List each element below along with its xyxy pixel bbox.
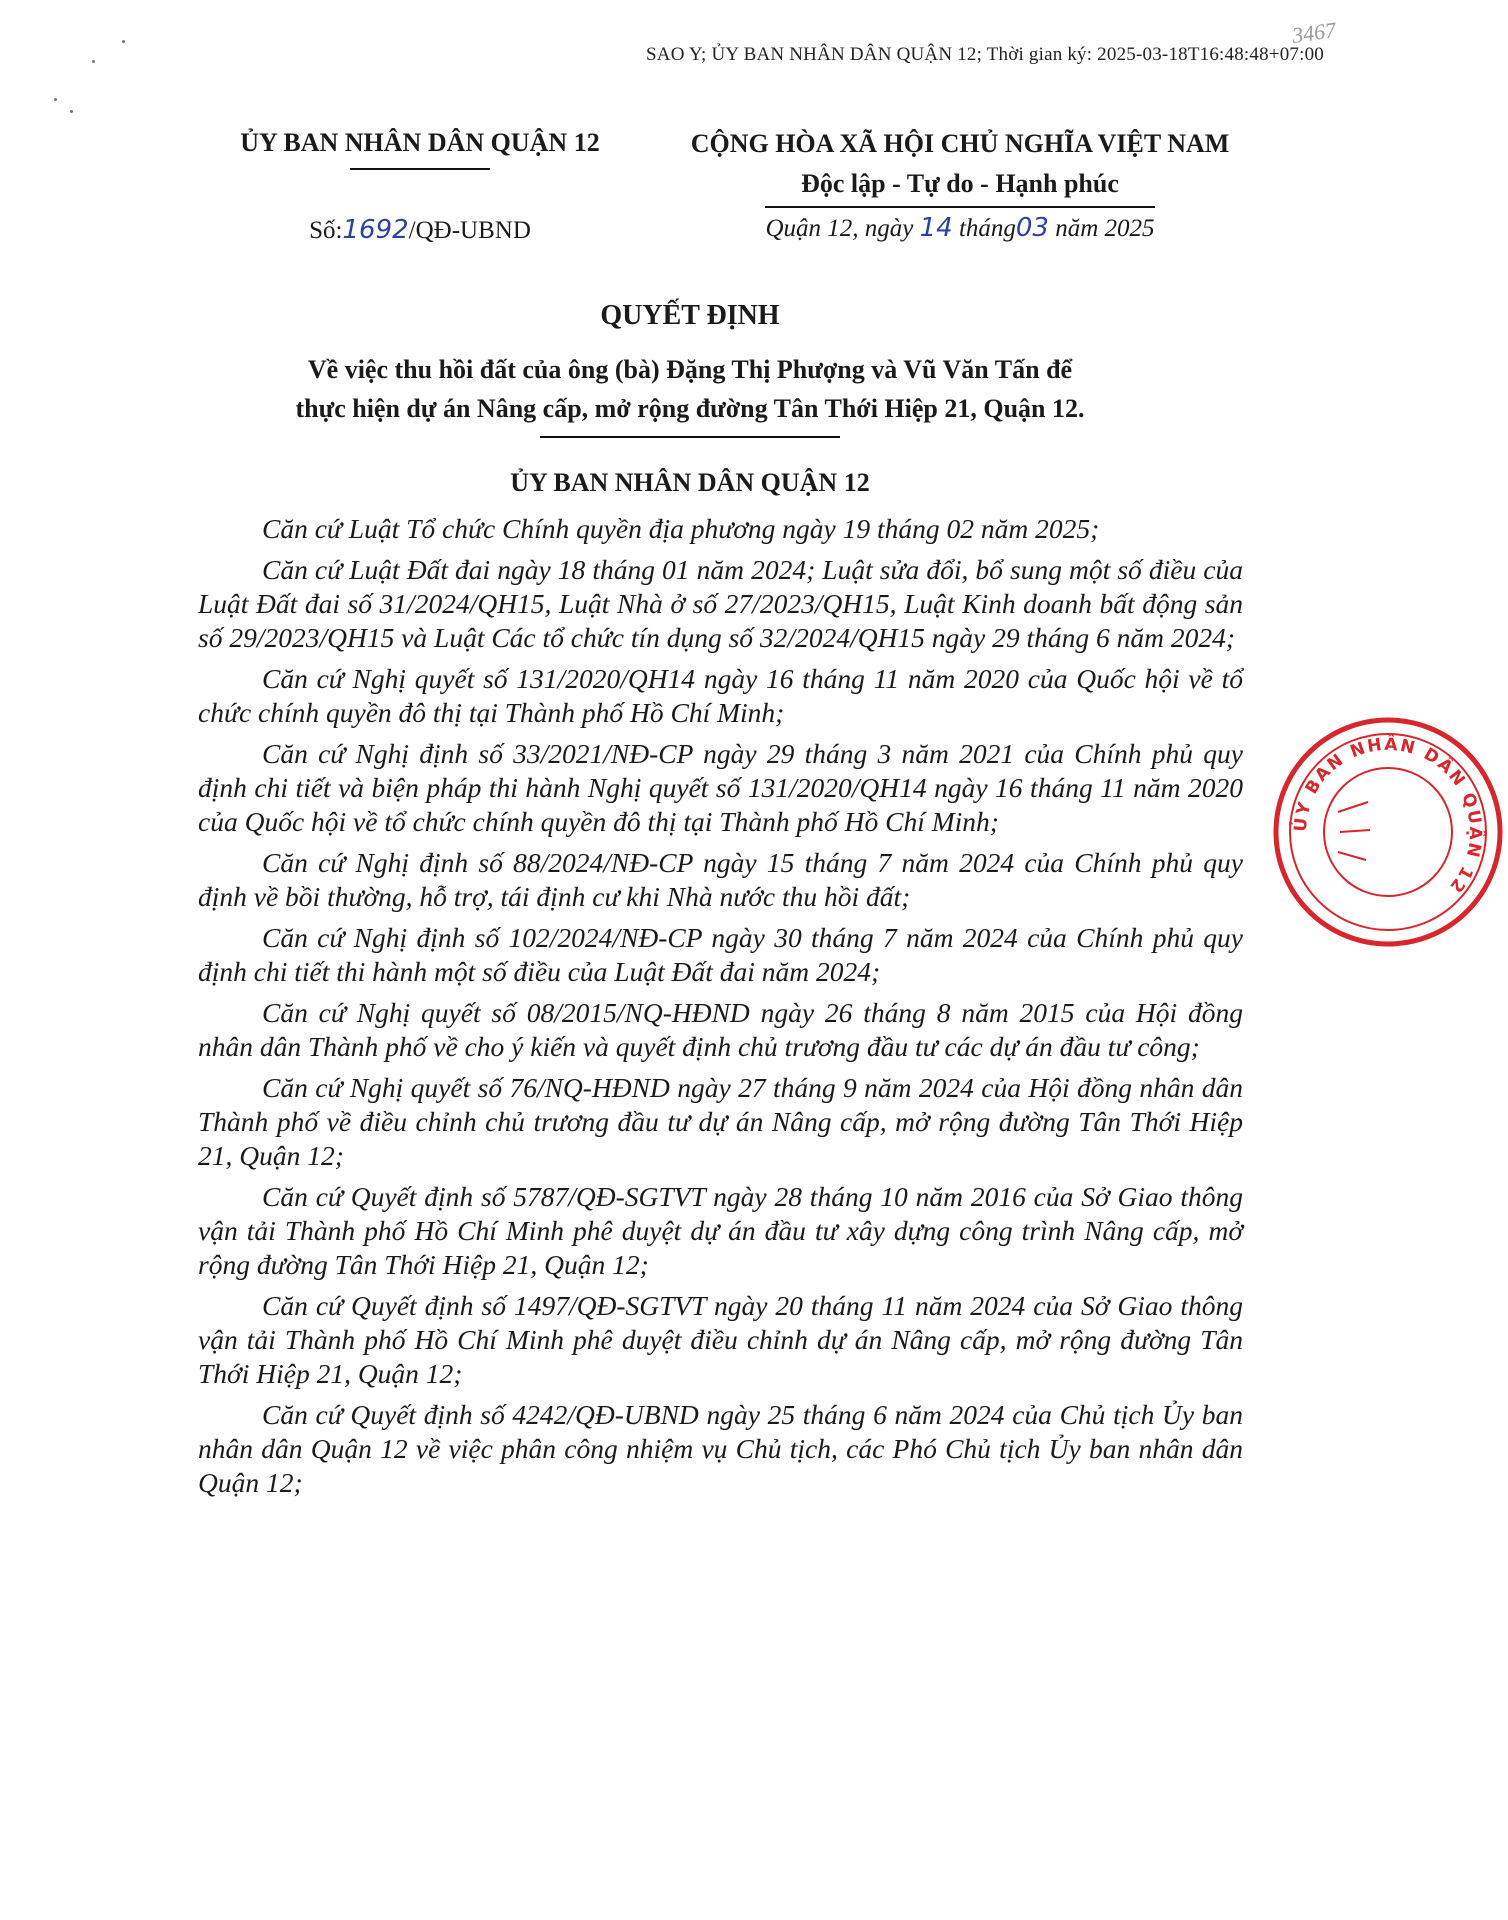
motto-underline	[765, 206, 1155, 208]
date-month-label: tháng	[958, 215, 1016, 242]
official-seal-icon	[1268, 712, 1508, 952]
legal-basis-item: Căn cứ Nghị định số 102/2024/NĐ-CP ngày 30 tháng 7 năm 2024 của Chính phủ quy định chi tiết thi hành một số điều của Luật Đất đai năm 2024;	[198, 922, 1243, 987]
document-number	[200, 215, 640, 245]
legal-basis-item: Căn cứ Quyết định số 1497/QĐ-SGTVT ngày 20 tháng 11 năm 2024 của Sở Giao thông vận tải Thành phố Hồ Chí Minh phê duyệt điều chỉnh dự án Nâng cấp, mở rộng đường Tân Thới Hiệp 21, Quận 12;	[198, 1290, 1243, 1389]
issue-date	[640, 213, 1280, 243]
legal-basis-item: Căn cứ Nghị quyết số 76/NQ-HĐND ngày 27 tháng 9 năm 2024 của Hội đồng nhân dân Thành phố về điều chỉnh chủ trương đầu tư dự án Nâng cấp, mở rộng đường Tân Thới Hiệp 21, Quận 12;	[198, 1072, 1243, 1171]
legal-basis-item: Căn cứ Quyết định số 4242/QĐ-UBND ngày 25 tháng 6 năm 2024 của Chủ tịch Ủy ban nhân dân Quận 12 về việc phân công nhiệm vụ Chủ tịch, các Phó Chủ tịch Ủy ban nhân dân Quận 12;	[198, 1399, 1243, 1498]
scan-speck	[92, 60, 95, 63]
issuing-agency-name: ỦY BAN NHÂN DÂN QUẬN 12	[240, 128, 600, 157]
legal-basis-item: Căn cứ Luật Tổ chức Chính quyền địa phương ngày 19 tháng 02 năm 2025;	[262, 513, 1100, 544]
legal-basis-item: Căn cứ Nghị định số 88/2024/NĐ-CP ngày 15 tháng 7 năm 2024 của Chính phủ quy định về bồi thường, hỗ trợ, tái định cư khi Nhà nước thu hồi đất;	[198, 847, 1243, 912]
document-subject	[140, 350, 1240, 438]
document-title: QUYẾT ĐỊNH	[600, 300, 780, 331]
seal-ring-text: ỦY BAN NHÂN DÂN QUẬN 12	[1290, 734, 1486, 898]
legal-basis-item: Căn cứ Luật Đất đai ngày 18 tháng 01 năm 2024; Luật sửa đổi, bổ sung một số điều của Luật Đất đai số 31/2024/QH15, Luật Nhà ở số 27/2023/QH15, Luật Kinh doanh bất động sản số 29/2023/QH15 và Luật Các tổ chức tín dụng số 32/2024/QH15 ngày 29 tháng 6 năm 2024;	[198, 554, 1243, 653]
handwritten-page-mark: 3467	[1290, 17, 1338, 48]
svg-text:ỦY BAN NHÂN DÂN QUẬN 12	[1287, 733, 1487, 898]
scan-speck	[54, 98, 57, 101]
doc-number-prefix: Số:	[309, 217, 343, 244]
legal-basis-list	[198, 512, 1243, 1507]
subject-line-2: thực hiện dự án Nâng cấp, mở rộng đường Tân Thới Hiệp 21, Quận 12.	[295, 394, 1085, 423]
national-motto-block	[640, 124, 1280, 208]
legal-basis-item: Căn cứ Quyết định số 5787/QĐ-SGTVT ngày 28 tháng 10 năm 2016 của Sở Giao thông vận tải Thành phố Hồ Chí Minh phê duyệt dự án đầu tư xây dựng công trình Nâng cấp, mở rộng đường Tân Thới Hiệp 21, Quận 12;	[198, 1181, 1243, 1280]
doc-number-suffix: /QĐ-UBND	[408, 217, 531, 244]
issuing-agency-block	[200, 128, 640, 170]
legal-basis-item: Căn cứ Nghị quyết số 08/2015/NQ-HĐND ngày 26 tháng 8 năm 2015 của Hội đồng nhân dân Thành phố về cho ý kiến và quyết định chủ trương đầu tư các dự án đầu tư công;	[198, 997, 1243, 1062]
issuing-authority-heading: ỦY BAN NHÂN DÂN QUẬN 12	[510, 468, 870, 497]
national-motto: Độc lập - Tự do - Hạnh phúc	[801, 169, 1119, 198]
subject-underline	[540, 436, 840, 438]
date-year: năm 2025	[1055, 215, 1155, 242]
date-month-handwritten: 03	[1015, 213, 1049, 243]
date-day-handwritten: 14	[919, 213, 953, 243]
legal-basis-item: Căn cứ Nghị định số 33/2021/NĐ-CP ngày 29 tháng 3 năm 2021 của Chính phủ quy định chi tiết và biện pháp thi hành Nghị quyết số 131/2020/QH14 ngày 16 tháng 11 năm 2020 của Quốc hội về tổ chức chính quyền đô thị tại Thành phố Hồ Chí Minh;	[198, 738, 1243, 837]
scan-speck	[122, 40, 125, 43]
date-place: Quận 12, ngày	[765, 215, 914, 242]
subject-line-1: Về việc thu hồi đất của ông (bà) Đặng Thị Phượng và Vũ Văn Tấn để	[307, 355, 1073, 384]
legal-basis-item: Căn cứ Nghị quyết số 131/2020/QH14 ngày 16 tháng 11 năm 2020 của Quốc hội về tổ chức chính quyền đô thị tại Thành phố Hồ Chí Minh;	[198, 663, 1243, 728]
agency-underline	[350, 168, 490, 170]
digital-copy-stamp: SAO Y; ỦY BAN NHÂN DÂN QUẬN 12; Thời gian ký: 2025-03-18T16:48:48+07:00	[646, 44, 1324, 65]
national-title: CỘNG HÒA XÃ HỘI CHỦ NGHĨA VIỆT NAM	[690, 129, 1230, 158]
scan-speck	[70, 110, 73, 113]
doc-number-handwritten: 1692	[342, 215, 409, 245]
